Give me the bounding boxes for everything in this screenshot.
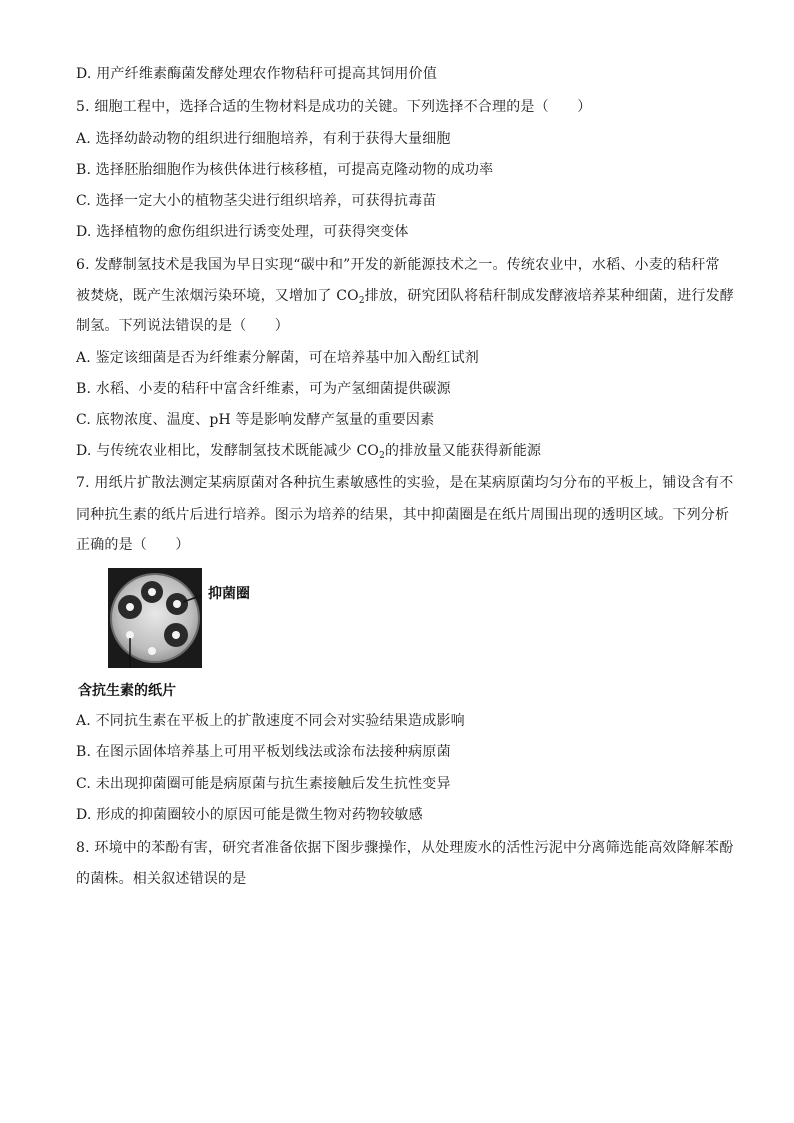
q7-option-c: C. 未出现抑菌圈可能是病原菌与抗生素接触后发生抗性变异 bbox=[76, 776, 451, 792]
q5-option-c: C. 选择一定大小的植物茎尖进行组织培养，可获得抗毒苗 bbox=[76, 193, 437, 209]
q6-stem-line3: 制氢。下列说法错误的是（ ） bbox=[76, 318, 289, 334]
q8-stem-line1: 8. 环境中的苯酚有害，研究者准备依据下图步骤操作，从处理废水的活性污泥中分离筛选能高效降解苯酚 bbox=[76, 840, 734, 856]
q7-stem-line1: 7. 用纸片扩散法测定某病原菌对各种抗生素敏感性的实验，是在某病原菌均匀分布的平板上，铺设含有不 bbox=[76, 475, 734, 491]
q5-option-d: D. 选择植物的愈伤组织进行诱变处理，可获得突变体 bbox=[76, 224, 409, 240]
petri-dish-figure bbox=[108, 568, 202, 668]
antibiotic-disc-label: 含抗生素的纸片 bbox=[78, 683, 176, 699]
q6-stem-line2: 被焚烧，既产生浓烟污染环境，又增加了 $CO_2$排放，研究团队将秸秆制成发酵液培养某种细菌，进行发酵 bbox=[76, 288, 734, 306]
q5-option-a: A. 选择幼龄动物的组织进行细胞培养，有利于获得大量细胞 bbox=[76, 131, 451, 147]
q7-option-d: D. 形成的抑菌圈较小的原因可能是微生物对药物较敏感 bbox=[76, 807, 423, 823]
q7-option-a: A. 不同抗生素在平板上的扩散速度不同会对实验结果造成影响 bbox=[76, 713, 465, 729]
q6-option-d: D. 与传统农业相比，发酵制氢技术既能减少 $CO_2$的排放量又能获得新能源 bbox=[76, 443, 542, 461]
q5-option-b: B. 选择胚胎细胞作为核供体进行核移植，可提高克隆动物的成功率 bbox=[76, 162, 494, 178]
q6-option-b: B. 水稻、小麦的秸秆中富含纤维素，可为产氢细菌提供碳源 bbox=[76, 381, 451, 397]
q4-option-d: D. 用产纤维素酶菌发酵处理农作物秸秆可提高其饲用价值 bbox=[76, 66, 438, 82]
q7-stem-line2: 同种抗生素的纸片后进行培养。图示为培养的结果，其中抑菌圈是在纸片周围出现的透明区域。下列分析 bbox=[76, 507, 730, 523]
petri-dish-image bbox=[108, 568, 202, 668]
q5-stem: 5. 细胞工程中，选择合适的生物材料是成功的关键。下列选择不合理的是（ ） bbox=[76, 99, 592, 115]
q8-stem-line2: 的菌株。相关叙述错误的是 bbox=[76, 871, 247, 887]
q6-option-a: A. 鉴定该细菌是否为纤维素分解菌，可在培养基中加入酚红试剂 bbox=[76, 350, 480, 366]
q6-stem-line1: 6. 发酵制氢技术是我国为早日实现“碳中和”开发的新能源技术之一。传统农业中，水稻、小麦的秸秆常 bbox=[76, 257, 720, 273]
q7-stem-line3: 正确的是（ ） bbox=[76, 537, 190, 553]
inhibition-zone-label: 抑菌圈 bbox=[208, 586, 250, 602]
q6-option-c: C. 底物浓度、温度、pH 等是影响发酵产氢量的重要因素 bbox=[76, 412, 435, 428]
q7-option-b: B. 在图示固体培养基上可用平板划线法或涂布法接种病原菌 bbox=[76, 744, 451, 760]
